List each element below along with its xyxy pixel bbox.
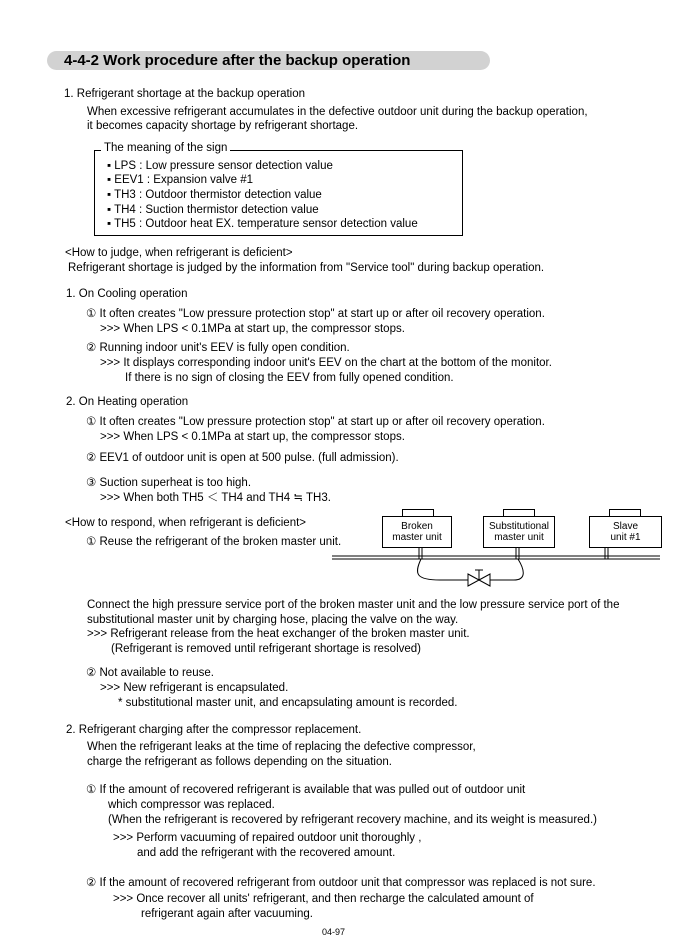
unit-label: unit #1: [610, 532, 641, 543]
charging-hose: [417, 559, 468, 580]
heating-item1-note: >>> When LPS < 0.1MPa at start up, the compressor stops.: [100, 431, 405, 443]
legend-item: ▪ TH5 : Outdoor heat EX. temperature sensor detection value: [107, 218, 418, 230]
legend-item: ▪ EEV1 : Expansion valve #1: [107, 174, 254, 186]
heating-heading: 2. On Heating operation: [66, 396, 189, 408]
cooling-item2-note2: If there is no sign of closing the EEV from fully opened condition.: [125, 372, 454, 384]
respond-paragraph-line2: substitutional master unit by charging hose, placing the valve on the way.: [87, 614, 459, 626]
section2-intro-line2: charge the refrigerant as follows depending on the situation.: [87, 756, 392, 768]
section1-heading: 1. Refrigerant shortage at the backup operation: [64, 88, 306, 100]
legend-title: The meaning of the sign: [101, 141, 230, 155]
respond-item2-note: >>> New refrigerant is encapsulated.: [100, 682, 289, 694]
unit-slave: [589, 516, 662, 548]
respond-paragraph-line1: Connect the high pressure service port of the broken master unit and the low pressure service port of the: [87, 599, 620, 611]
legend-item: ▪ TH3 : Outdoor thermistor detection value: [107, 189, 322, 201]
cooling-item1: ① It often creates "Low pressure protection stop" at start up or after oil recovery operation.: [86, 308, 545, 320]
legend-item: ▪ LPS : Low pressure sensor detection value: [107, 160, 333, 172]
section2-item1-note2: and add the refrigerant with the recovered amount.: [137, 847, 396, 859]
cooling-item2-note: >>> It displays corresponding indoor unit's EEV on the chart at the bottom of the monitor.: [100, 357, 552, 369]
heating-item1: ① It often creates "Low pressure protection stop" at start up or after oil recovery operation.: [86, 416, 545, 428]
unit-label: Slave: [612, 521, 638, 532]
cooling-item2: ② Running indoor unit's EEV is fully open condition.: [86, 342, 350, 354]
respond-item2-note2: * substitutional master unit, and encapsulating amount is recorded.: [118, 697, 458, 709]
unit-broken-master: [382, 516, 452, 548]
respond-paragraph-line4: (Refrigerant is removed until refrigerant shortage is resolved): [111, 643, 421, 655]
section2-heading: 2. Refrigerant charging after the compressor replacement.: [66, 724, 362, 736]
page-title: 4-4-2 Work procedure after the backup operation: [64, 52, 411, 69]
legend-item: ▪ TH4 : Suction thermistor detection value: [107, 204, 319, 216]
section2-item1-note: >>> Perform vacuuming of repaired outdoor unit thoroughly ,: [113, 832, 422, 844]
unit-label: Broken: [401, 521, 433, 532]
section1-intro-line1: When excessive refrigerant accumulates in the defective outdoor unit during the backup operation,: [87, 106, 588, 118]
section2-item2: ② If the amount of recovered refrigerant from outdoor unit that compressor was replaced is not sure.: [86, 877, 596, 889]
section2-item2-note: >>> Once recover all units' refrigerant, and then recharge the calculated amount of: [113, 893, 534, 905]
unit-label: Substitutional: [488, 521, 550, 532]
section2-intro-line1: When the refrigerant leaks at the time of replacing the defective compressor,: [87, 741, 476, 753]
section2-item1: ① If the amount of recovered refrigerant is available that was pulled out of outdoor unit: [86, 784, 526, 796]
unit-substitutional-master: [483, 516, 555, 548]
cooling-item1-note: >>> When LPS < 0.1MPa at start up, the compressor stops.: [100, 323, 405, 335]
cooling-heading: 1. On Cooling operation: [66, 288, 188, 300]
respond-heading: <How to respond, when refrigerant is deficient>: [65, 517, 306, 529]
section2-item2-note2: refrigerant again after vacuuming.: [141, 908, 313, 920]
respond-item2: ② Not available to reuse.: [86, 667, 214, 679]
heating-item3: ③ Suction superheat is too high.: [86, 477, 252, 489]
page-number: 04-97: [322, 927, 346, 937]
respond-item1: ① Reuse the refrigerant of the broken master unit.: [86, 536, 342, 548]
section1-intro-line2: it becomes capacity shortage by refrigerant shortage.: [87, 120, 359, 132]
unit-label: master unit: [494, 532, 544, 543]
section2-item1-line3: (When the refrigerant is recovered by refrigerant recovery machine, and its weight is measured.): [108, 814, 597, 826]
heating-item2: ② EEV1 of outdoor unit is open at 500 pulse. (full admission).: [86, 452, 399, 464]
unit-label: master unit: [392, 532, 442, 543]
heating-item3-note: >>> When both TH5 ＜ TH4 and TH4 ≒ TH3.: [100, 492, 331, 504]
judge-heading: <How to judge, when refrigerant is deficient>: [65, 247, 293, 259]
judge-text: Refrigerant shortage is judged by the information from "Service tool" during backup operation.: [68, 262, 545, 274]
charging-hose: [490, 559, 523, 580]
respond-paragraph-line3: >>> Refrigerant release from the heat exchanger of the broken master unit.: [87, 628, 470, 640]
section2-item1-line2: which compressor was replaced.: [108, 799, 275, 811]
